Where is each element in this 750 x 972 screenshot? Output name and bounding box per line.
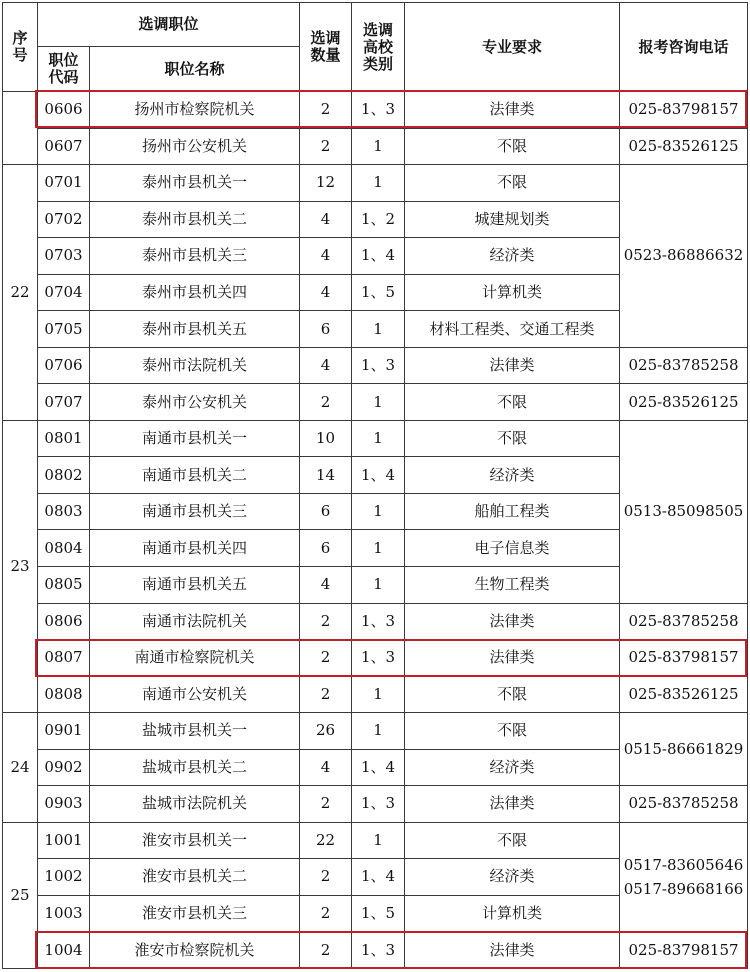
header-school-type: 选调 高校 类别: [352, 3, 405, 92]
contact-phone: [620, 822, 748, 932]
contact-phone: 025-83785258: [620, 603, 748, 640]
table-row: [3, 640, 748, 677]
position-name: 盐城市县机关二: [90, 749, 300, 786]
row-seq: 23: [3, 420, 38, 712]
quota-value: 2: [300, 640, 352, 677]
position-code: 0807: [38, 640, 90, 677]
row-seq: 24: [3, 713, 38, 823]
position-code: 0701: [38, 165, 90, 202]
major-requirement: 经济类: [405, 238, 620, 275]
major-requirement: 不限: [405, 676, 620, 713]
quota-value: 2: [300, 786, 352, 823]
position-code: 0606: [38, 92, 90, 129]
header-name: 职位名称: [90, 47, 300, 92]
table-row: [3, 165, 748, 202]
position-name: 南通市县机关四: [90, 530, 300, 567]
position-code: 0705: [38, 311, 90, 348]
position-code: 0901: [38, 713, 90, 750]
position-name: 扬州市检察院机关: [90, 92, 300, 129]
school-type: 1、4: [352, 457, 405, 494]
quota-value: 4: [300, 201, 352, 238]
position-name: 盐城市法院机关: [90, 786, 300, 823]
position-name: 泰州市县机关三: [90, 238, 300, 275]
quota-value: 2: [300, 676, 352, 713]
major-requirement: 不限: [405, 713, 620, 750]
school-type: 1: [352, 165, 405, 202]
position-code: 0804: [38, 530, 90, 567]
major-requirement: 法律类: [405, 92, 620, 129]
quota-value: 4: [300, 566, 352, 603]
quota-value: 6: [300, 530, 352, 567]
table-row: [3, 603, 748, 640]
position-code: 1001: [38, 822, 90, 859]
header-seq: 序 号: [3, 3, 38, 92]
major-requirement: 法律类: [405, 932, 620, 969]
row-seq: [3, 92, 38, 165]
school-type: 1、3: [352, 603, 405, 640]
row-seq: 22: [3, 165, 38, 421]
school-type: 1: [352, 530, 405, 567]
school-type: 1、3: [352, 932, 405, 969]
position-code: 0902: [38, 749, 90, 786]
position-code: 0808: [38, 676, 90, 713]
table-row: [3, 420, 748, 457]
position-name: 南通市检察院机关: [90, 640, 300, 677]
position-code: 0704: [38, 274, 90, 311]
school-type: 1、4: [352, 749, 405, 786]
quota-value: 10: [300, 420, 352, 457]
major-requirement: 计算机类: [405, 895, 620, 932]
contact-phone: 025-83785258: [620, 786, 748, 823]
position-code: 0806: [38, 603, 90, 640]
table-row: [3, 384, 748, 421]
phone-number: 0517-83605646: [623, 855, 744, 874]
school-type: 1、5: [352, 895, 405, 932]
position-code: 0706: [38, 347, 90, 384]
position-code: 0801: [38, 420, 90, 457]
contact-phone: 025-83526125: [620, 676, 748, 713]
school-type: 1、2: [352, 201, 405, 238]
quota-value: 12: [300, 165, 352, 202]
major-requirement: 材料工程类、交通工程类: [405, 311, 620, 348]
position-name: 南通市县机关三: [90, 493, 300, 530]
quota-value: 14: [300, 457, 352, 494]
school-type: 1: [352, 420, 405, 457]
school-type: 1、3: [352, 786, 405, 823]
position-code: 0703: [38, 238, 90, 275]
position-code: 1004: [38, 932, 90, 969]
school-type: 1: [352, 493, 405, 530]
school-type: 1: [352, 822, 405, 859]
quota-value: 4: [300, 347, 352, 384]
position-code: 0805: [38, 566, 90, 603]
contact-phone: 025-83798157: [620, 640, 748, 677]
quota-value: 2: [300, 859, 352, 896]
quota-value: 4: [300, 274, 352, 311]
quota-value: 22: [300, 822, 352, 859]
position-name: 南通市公安机关: [90, 676, 300, 713]
position-name: 泰州市县机关五: [90, 311, 300, 348]
position-name: 泰州市县机关二: [90, 201, 300, 238]
positions-table: [2, 2, 748, 969]
table-row: [3, 822, 748, 859]
school-type: 1: [352, 566, 405, 603]
header-code: 职位 代码: [38, 47, 90, 92]
major-requirement: 电子信息类: [405, 530, 620, 567]
position-name: 泰州市县机关四: [90, 274, 300, 311]
position-name: 淮安市县机关一: [90, 822, 300, 859]
contact-phone: 0515-86661829: [620, 713, 748, 786]
position-name: 盐城市县机关一: [90, 713, 300, 750]
quota-value: 2: [300, 92, 352, 129]
position-name: 泰州市公安机关: [90, 384, 300, 421]
position-name: 淮安市县机关二: [90, 859, 300, 896]
major-requirement: 不限: [405, 384, 620, 421]
position-code: 0903: [38, 786, 90, 823]
major-requirement: 城建规划类: [405, 201, 620, 238]
position-name: 南通市县机关二: [90, 457, 300, 494]
contact-phone: 025-83798157: [620, 92, 748, 129]
header-phone: 报考咨询电话: [620, 3, 748, 92]
school-type: 1、3: [352, 347, 405, 384]
quota-value: 2: [300, 384, 352, 421]
major-requirement: 经济类: [405, 749, 620, 786]
table-row: [3, 932, 748, 969]
position-name: 泰州市法院机关: [90, 347, 300, 384]
position-name: 淮安市县机关三: [90, 895, 300, 932]
contact-phone: 025-83785258: [620, 347, 748, 384]
school-type: 1: [352, 128, 405, 165]
position-code: 0702: [38, 201, 90, 238]
row-seq: 25: [3, 822, 38, 968]
position-code: 0802: [38, 457, 90, 494]
position-name: 淮安市检察院机关: [90, 932, 300, 969]
position-code: 0707: [38, 384, 90, 421]
school-type: 1、3: [352, 640, 405, 677]
quota-value: 2: [300, 603, 352, 640]
header-quota: 选调 数量: [300, 3, 352, 92]
major-requirement: 不限: [405, 822, 620, 859]
major-requirement: 生物工程类: [405, 566, 620, 603]
major-requirement: 船舶工程类: [405, 493, 620, 530]
table-row: [3, 786, 748, 823]
table-row: [3, 128, 748, 165]
quota-value: 6: [300, 311, 352, 348]
major-requirement: 法律类: [405, 786, 620, 823]
school-type: 1、5: [352, 274, 405, 311]
contact-phone: 0523-86886632: [620, 165, 748, 348]
header-position: 选调职位: [38, 3, 300, 47]
major-requirement: 法律类: [405, 640, 620, 677]
school-type: 1: [352, 676, 405, 713]
contact-phone: 0513-85098505: [620, 420, 748, 603]
major-requirement: 不限: [405, 165, 620, 202]
quota-value: 4: [300, 238, 352, 275]
school-type: 1: [352, 713, 405, 750]
table-row: [3, 347, 748, 384]
position-code: 1003: [38, 895, 90, 932]
position-name: 南通市法院机关: [90, 603, 300, 640]
school-type: 1、3: [352, 92, 405, 129]
position-name: 泰州市县机关一: [90, 165, 300, 202]
school-type: 1: [352, 311, 405, 348]
major-requirement: 法律类: [405, 603, 620, 640]
position-code: 0607: [38, 128, 90, 165]
quota-value: 6: [300, 493, 352, 530]
contact-phone: 025-83798157: [620, 932, 748, 969]
school-type: 1: [352, 384, 405, 421]
quota-value: 2: [300, 128, 352, 165]
quota-value: 2: [300, 932, 352, 969]
contact-phone: 025-83526125: [620, 128, 748, 165]
quota-value: 2: [300, 895, 352, 932]
position-name: 南通市县机关五: [90, 566, 300, 603]
table-row: [3, 713, 748, 750]
contact-phone: 025-83526125: [620, 384, 748, 421]
phone-number: 0517-89668166: [623, 879, 744, 898]
major-requirement: 不限: [405, 420, 620, 457]
table-row: [3, 676, 748, 713]
school-type: 1、4: [352, 859, 405, 896]
quota-value: 4: [300, 749, 352, 786]
header-major: 专业要求: [405, 3, 620, 92]
major-requirement: 计算机类: [405, 274, 620, 311]
major-requirement: 经济类: [405, 859, 620, 896]
major-requirement: 经济类: [405, 457, 620, 494]
school-type: 1、4: [352, 238, 405, 275]
quota-value: 26: [300, 713, 352, 750]
position-code: 1002: [38, 859, 90, 896]
position-name: 南通市县机关一: [90, 420, 300, 457]
position-code: 0803: [38, 493, 90, 530]
table-row: [3, 92, 748, 129]
major-requirement: 法律类: [405, 347, 620, 384]
major-requirement: 不限: [405, 128, 620, 165]
position-name: 扬州市公安机关: [90, 128, 300, 165]
